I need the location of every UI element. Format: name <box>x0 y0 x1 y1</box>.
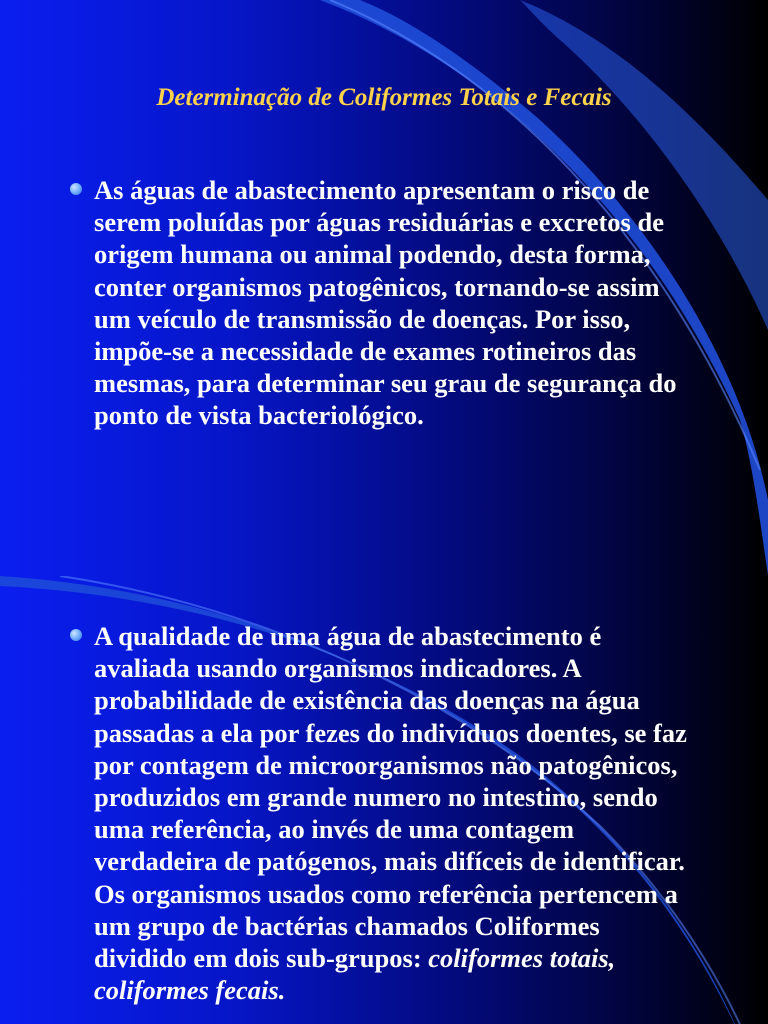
bullet-item <box>94 620 694 1006</box>
bullet-text-italic: coliformes totais, coliformes fecais. <box>94 943 616 1006</box>
slide-2 <box>0 576 768 1024</box>
bullet-text: A qualidade de uma água de abastecimento é avaliada usando organismos indicadores. A probabilidade de existência das doenças na água passadas a ela por fezes do indivíduos doentes, se faz por contagem de microorganismos não patogênicos, produzidos em grande numero no intestino, sendo uma referência, ao invés de uma contagem verdadeira de patógenos, mais difíceis de identificar. Os organismos usados como referência pertencem a um grupo de bactérias chamados Coliformes dividido em dois sub-grupos: <box>94 621 687 974</box>
bullet-list <box>68 174 698 432</box>
bullet-text: As águas de abastecimento apresentam o risco de serem poluídas por águas residuárias e excretos de origem humana ou animal podendo, desta forma, conter organismos patogênicos, tornando-se assim um veículo de transmissão de doenças. Por isso, impõe-se a necessidade de exames rotineiros das mesmas, para determinar seu grau de segurança do ponto de vista bacteriológico. <box>94 175 677 431</box>
bullet-item <box>94 174 698 432</box>
bullet-icon <box>70 183 82 195</box>
bullet-icon <box>70 629 82 641</box>
bullet-list <box>68 620 694 1006</box>
slide-title: Determinação de Coliformes Totais e Fecais <box>156 84 612 111</box>
